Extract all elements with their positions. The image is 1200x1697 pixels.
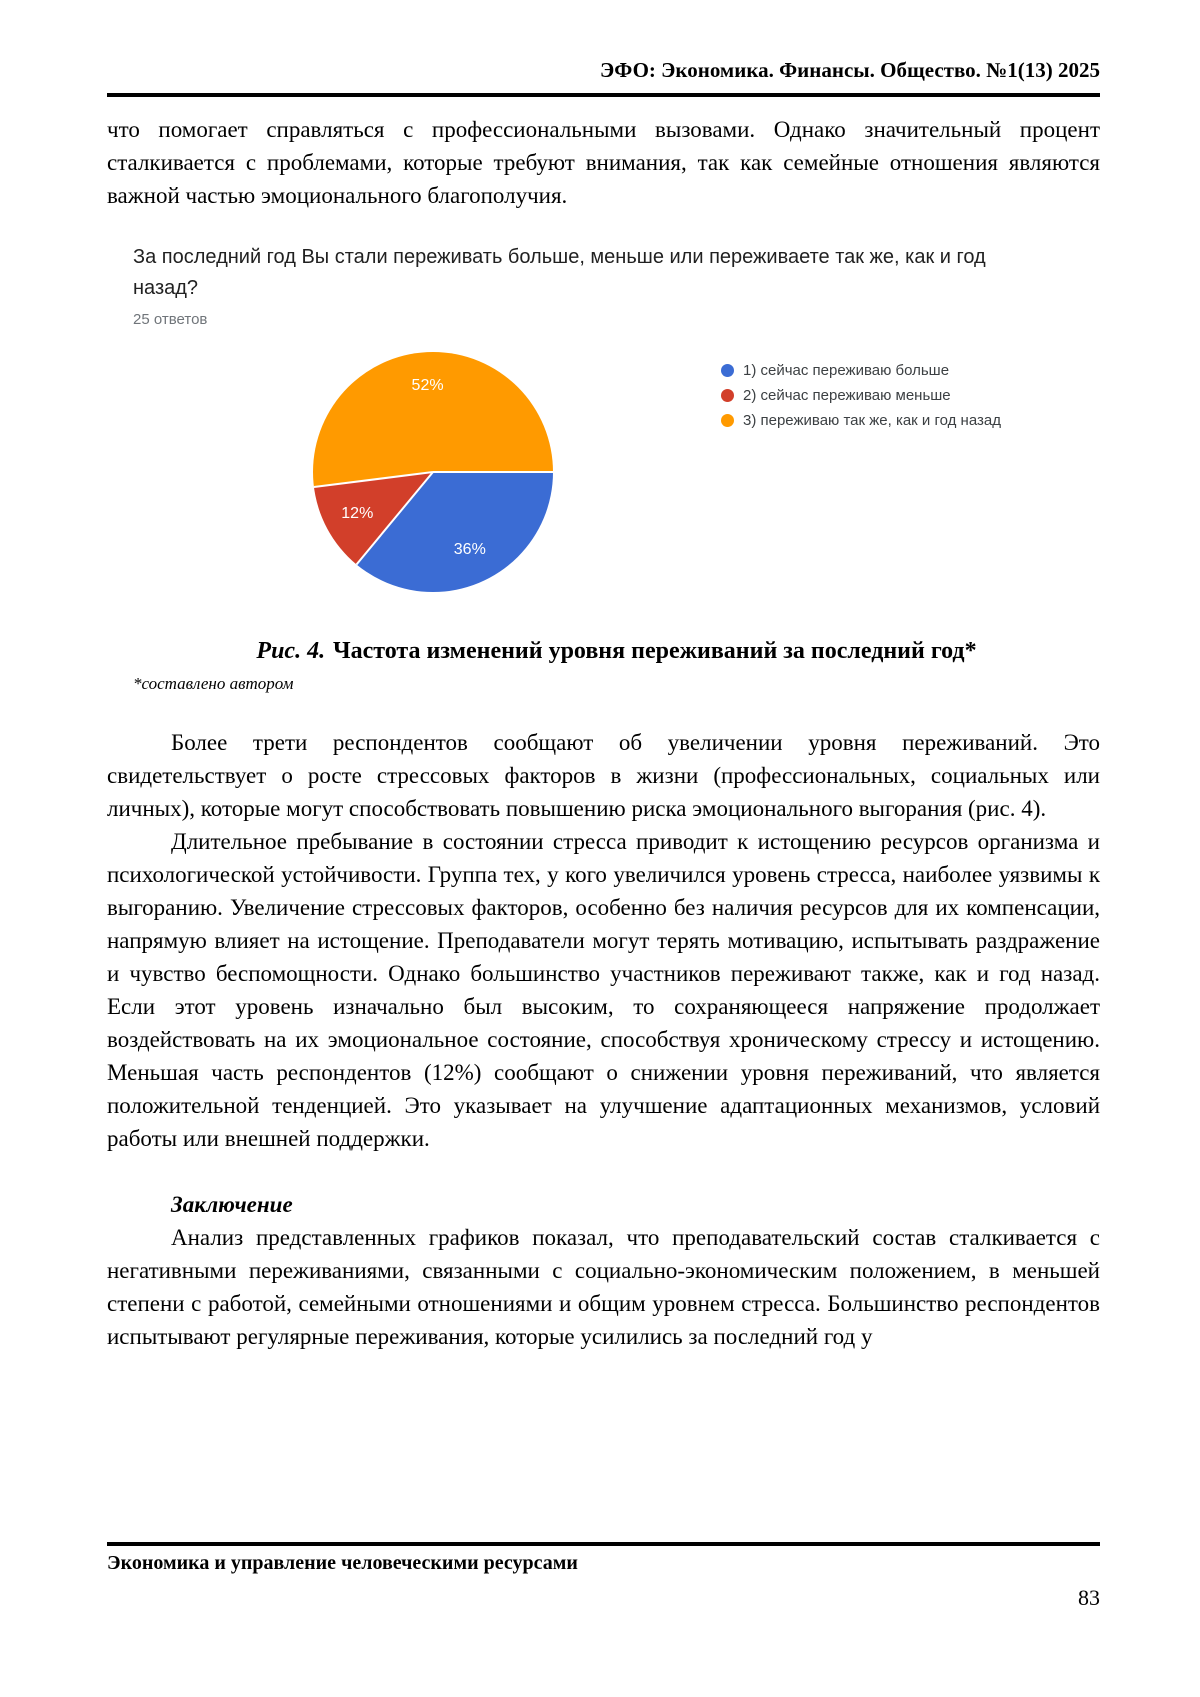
figure-caption-number: Рис. 4.	[256, 638, 326, 664]
slice-separator	[433, 471, 553, 473]
legend-item	[721, 383, 1001, 408]
pie-chart	[313, 352, 553, 592]
figure-4	[133, 242, 1100, 694]
slice-separator	[314, 471, 433, 488]
page-number: 83	[1078, 1585, 1100, 1610]
page-header	[107, 56, 1100, 97]
legend-item-label: 2) сейчас переживаю меньше	[743, 387, 951, 404]
legend-item	[721, 408, 1001, 433]
legend-color-dot-icon	[721, 414, 734, 427]
page-footer	[107, 1542, 1100, 1611]
footer-section-title: Экономика и управление человеческими ресурсами	[107, 1552, 578, 1574]
survey-question: За последний год Вы стали переживать больше, меньше или переживаете так же, как и год назад?	[133, 246, 986, 299]
responses-count: 25 ответов	[133, 311, 208, 328]
legend-item	[721, 358, 1001, 383]
slice-percent-label: 52%	[411, 376, 444, 394]
paragraph-analysis-1: Более трети респондентов сообщают об увеличении уровня переживаний. Это свидетельствует о росте стрессовых факторов в жизни (профессиональных, социальных или личных), которые могут способствовать повышению риска эмоционального выгорания (рис. 4).	[107, 730, 1100, 821]
figure-caption-text: Частота изменений уровня переживаний за последний год*	[332, 638, 977, 664]
slice-percent-label: 12%	[341, 504, 374, 522]
legend-item-label: 3) переживаю так же, как и год назад	[743, 412, 1001, 429]
journal-header-title: ЭФО: Экономика. Финансы. Общество. №1(13) 2025	[599, 58, 1100, 82]
legend-color-dot-icon	[721, 364, 734, 377]
paragraph-analysis-2: Длительное пребывание в состоянии стресса приводит к истощению ресурсов организма и психологической устойчивости. Группа тех, у кого увеличился уровень стресса, наиболее уязвимы к выгоранию. Увеличение стрессовых факторов, особенно без наличия ресурсов для их компенсации, напрямую влияет на истощение. Преподаватели могут терять мотивацию, испытывать раздражение и чувство беспомощности. Однако большинство участников переживают также, как и год назад. Если этот уровень изначально был высоким, то сохраняющееся напряжение продолжает воздействовать на их эмоциональное состояние, способствуя хроническому стрессу и истощению. Меньшая часть респондентов (12%) сообщают о снижении уровня переживаний, что является положительной тенденцией. Это указывает на улучшение адаптационных механизмов, условий работы или внешней поддержки.	[107, 829, 1100, 1151]
pie-chart-area	[133, 328, 1100, 592]
chart-legend	[721, 358, 1001, 433]
figure-caption	[133, 636, 1100, 666]
paragraph-conclusion: Анализ представленных графиков показал, что преподавательский состав сталкивается с негативными переживаниями, связанными с социально-экономическим положением, в меньшей степени с работой, семейными отношениями и общим уровнем стресса. Большинство респондентов испытывают регулярные переживания, которые усилились за последний год у	[107, 1225, 1100, 1349]
slice-percent-label: 36%	[453, 541, 486, 559]
conclusion-heading: Заключение	[171, 1192, 293, 1217]
legend-color-dot-icon	[721, 389, 734, 402]
paragraph-intro: что помогает справляться с профессиональными вызовами. Однако значительный процент сталкивается с проблемами, которые требуют внимания, так как семейные отношения являются важной частью эмоционального благополучия.	[107, 117, 1100, 208]
legend-item-label: 1) сейчас переживаю больше	[743, 362, 950, 379]
figure-footnote: *составлено автором	[133, 674, 294, 693]
